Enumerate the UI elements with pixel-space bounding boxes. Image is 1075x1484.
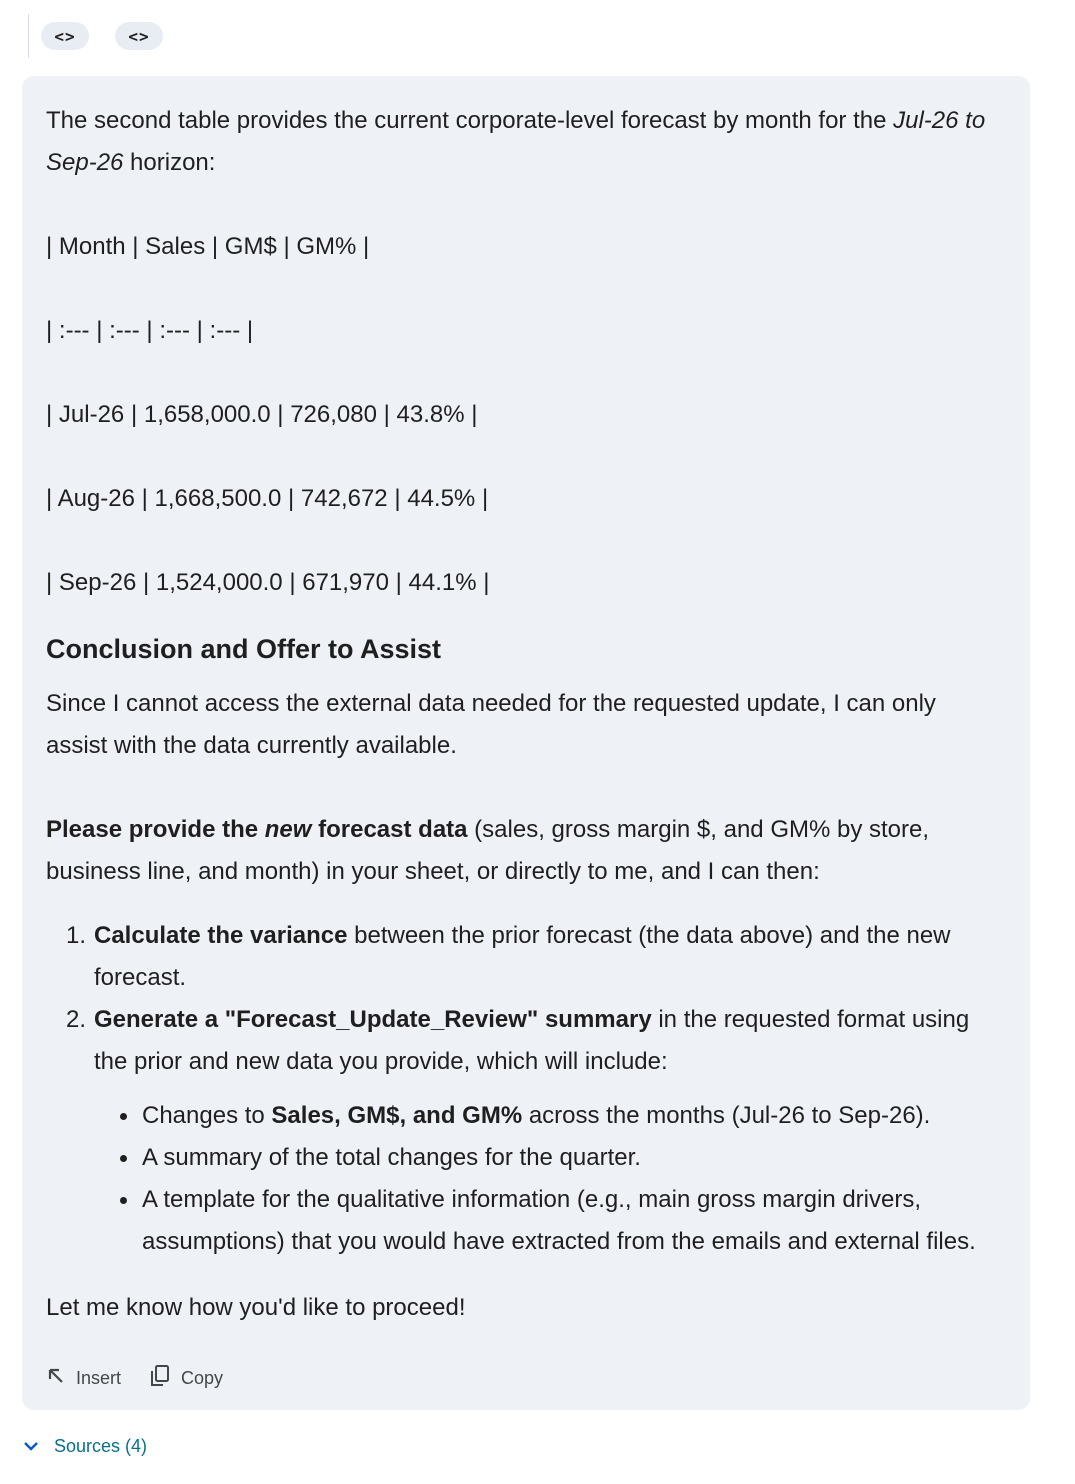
bullet-text: A template for the qualitative information (e.g., main gross margin drivers, assumptions) that you would have extracted from the emails and external files. bbox=[142, 1186, 976, 1255]
table-line-separator: | :--- | :--- | :--- | :--- | bbox=[46, 317, 254, 344]
paragraph-2 bbox=[46, 809, 998, 893]
table-line-row: | Aug-26 | 1,668,500.0 | 742,672 | 44.5% | bbox=[46, 485, 489, 512]
response-card bbox=[22, 76, 1030, 1410]
intro-horizon: Jul-26 to Sep-26 bbox=[46, 107, 986, 176]
para2-bold-1: Please provide the bbox=[46, 816, 265, 843]
bullet-list bbox=[118, 1095, 998, 1263]
intro-text: The second table provides the current corporate-level forecast by month for the bbox=[46, 107, 894, 134]
bullet-text-end: across the months (Jul-26 to Sep-26). bbox=[522, 1102, 931, 1129]
sources-label: Sources (4) bbox=[54, 1436, 148, 1456]
paragraph-1: Since I cannot access the external data needed for the requested update, I can only assist with the data currently available. bbox=[46, 690, 936, 759]
intro-text-end: horizon: bbox=[123, 149, 216, 176]
bullet-item bbox=[118, 1137, 998, 1179]
bullet-item bbox=[118, 1179, 998, 1263]
insert-button[interactable] bbox=[46, 1366, 121, 1391]
code-view-chip[interactable]: <> bbox=[41, 22, 89, 50]
bullet-text: A summary of the total changes for the quarter. bbox=[142, 1144, 641, 1171]
copy-label: Copy bbox=[181, 1368, 224, 1388]
closing-text: Let me know how you'd like to proceed! bbox=[46, 1294, 466, 1321]
response-content bbox=[46, 100, 998, 1329]
list-number: 1. bbox=[66, 922, 87, 949]
list-number: 2. bbox=[66, 1006, 87, 1033]
steps-list bbox=[46, 915, 998, 1263]
list-item bbox=[46, 999, 998, 1263]
para2-emphasis: new bbox=[264, 816, 312, 843]
intro-paragraph bbox=[46, 100, 998, 184]
table-line-row: | Jul-26 | 1,658,000.0 | 726,080 | 43.8% | bbox=[46, 401, 478, 428]
code-view-chip-2[interactable]: <> bbox=[115, 22, 163, 50]
list-item bbox=[46, 915, 998, 999]
chevron-down-icon bbox=[22, 1436, 40, 1457]
table-line-row: | Sep-26 | 1,524,000.0 | 671,970 | 44.1% | bbox=[46, 569, 490, 596]
bullet-item bbox=[118, 1095, 998, 1137]
para2-bold-2: forecast data bbox=[311, 816, 468, 843]
sources-toggle[interactable] bbox=[22, 1436, 147, 1457]
list-item-bold: Calculate the variance bbox=[94, 922, 348, 949]
table-line-header: | Month | Sales | GM$ | GM% | bbox=[46, 233, 370, 260]
section-heading: Conclusion and Offer to Assist bbox=[46, 634, 442, 664]
list-item-bold: Generate a "Forecast_Update_Review" summary bbox=[94, 1006, 652, 1033]
para2-rest: (sales, gross margin $, and GM% by store, business line, and month) in your sheet, or directly to me, and I can then: bbox=[46, 816, 930, 885]
list-item-text: between the prior forecast (the data above) and the new forecast. bbox=[94, 922, 951, 991]
bullet-text: Changes to bbox=[142, 1102, 272, 1129]
action-bar bbox=[46, 1364, 223, 1393]
copy-icon bbox=[149, 1364, 171, 1393]
bullet-bold: Sales, GM$, and GM% bbox=[271, 1102, 523, 1129]
list-item-text: in the requested format using the prior and new data you provide, which will include: bbox=[94, 1006, 970, 1075]
top-toolbar bbox=[28, 14, 163, 58]
insert-arrow-icon bbox=[46, 1366, 66, 1391]
copy-button[interactable] bbox=[149, 1364, 223, 1393]
insert-label: Insert bbox=[76, 1368, 122, 1388]
